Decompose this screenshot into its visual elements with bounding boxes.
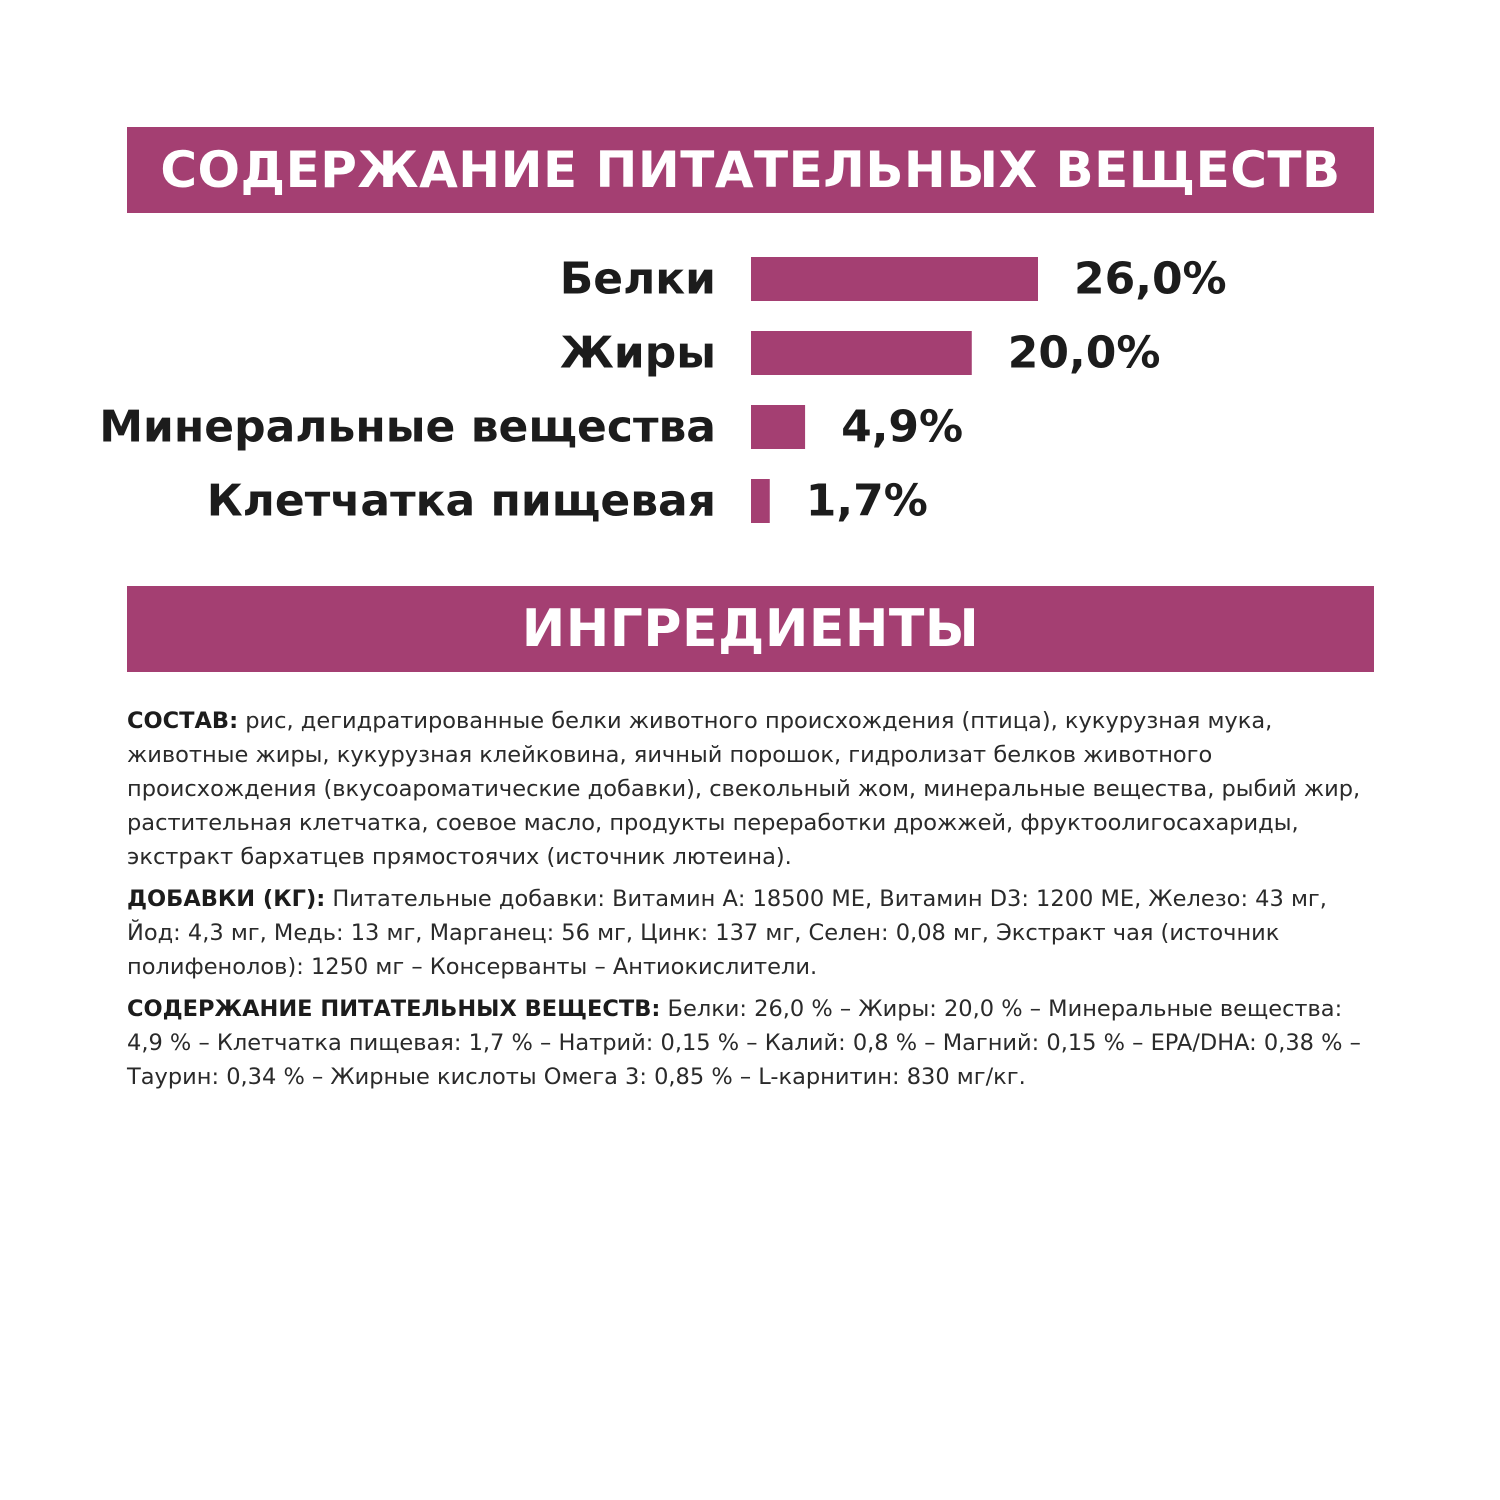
composition-paragraph [127,704,1377,874]
nutrients-paragraph [127,992,1377,1094]
nutrients-title-banner: СОДЕРЖАНИЕ ПИТАТЕЛЬНЫХ ВЕЩЕСТВ [127,127,1374,213]
bar-1 [751,257,1038,301]
nutrients-label: СОДЕРЖАНИЕ ПИТАТЕЛЬНЫХ ВЕЩЕСТВ: [127,996,661,1022]
additives-paragraph [127,882,1377,984]
additives-text: Питательные добавки: Витамин А: 18500 МЕ, Витамин D3: 1200 МЕ, Железо: 43 мг, Йод: 4,3 мг, Медь: 13 мг, Марганец: 56 мг, Цинк: 137 мг, Селен: 0,08 мг, Экстракт чая (источник полифенолов): 1250 мг – Консерванты – Антиокислители. [127,886,1327,980]
nutrient-bar-chart [0,0,1500,560]
value-label: 1,7% [805,475,928,527]
category-label: Клетчатка пищевая [206,475,716,527]
bar-4 [751,479,770,523]
additives-label: ДОБАВКИ (КГ): [127,886,326,912]
bar-3 [751,405,805,449]
composition-text: рис, дегидратированные белки животного происхождения (птица), кукурузная мука, животные жиры, кукурузная клейковина, яичный порошок, гидролизат белков животного происхождения (вкусоароматические добавки), свекольный жом, минеральные вещества, рыбий жир, растительная клетчатка, соевое масло, продукты переработки дрожжей, фруктоолигосахариды, экстракт бархатцев прямостоячих (источник лютеина). [127,708,1361,870]
category-label: Белки [559,253,716,305]
composition-label: СОСТАВ: [127,708,239,734]
nutrients-text: Белки: 26,0 % – Жиры: 20,0 % – Минеральные вещества: 4,9 % – Клетчатка пищевая: 1,7 % – Натрий: 0,15 % – Калий: 0,8 % – Магний: 0,15 % – EPA/DHA: 0,38 % – Таурин: 0,34 % – Жирные кислоты Омега 3: 0,85 % – L-карнитин: 830 мг/кг. [127,996,1361,1090]
category-label: Жиры [560,327,716,379]
bar-2 [751,331,972,375]
value-label: 26,0% [1074,253,1227,305]
ingredients-text-block [127,704,1377,1102]
value-label: 4,9% [841,401,964,453]
ingredients-title-banner: ИНГРЕДИЕНТЫ [127,586,1374,672]
value-label: 20,0% [1007,327,1161,379]
category-label: Минеральные вещества [99,401,716,453]
